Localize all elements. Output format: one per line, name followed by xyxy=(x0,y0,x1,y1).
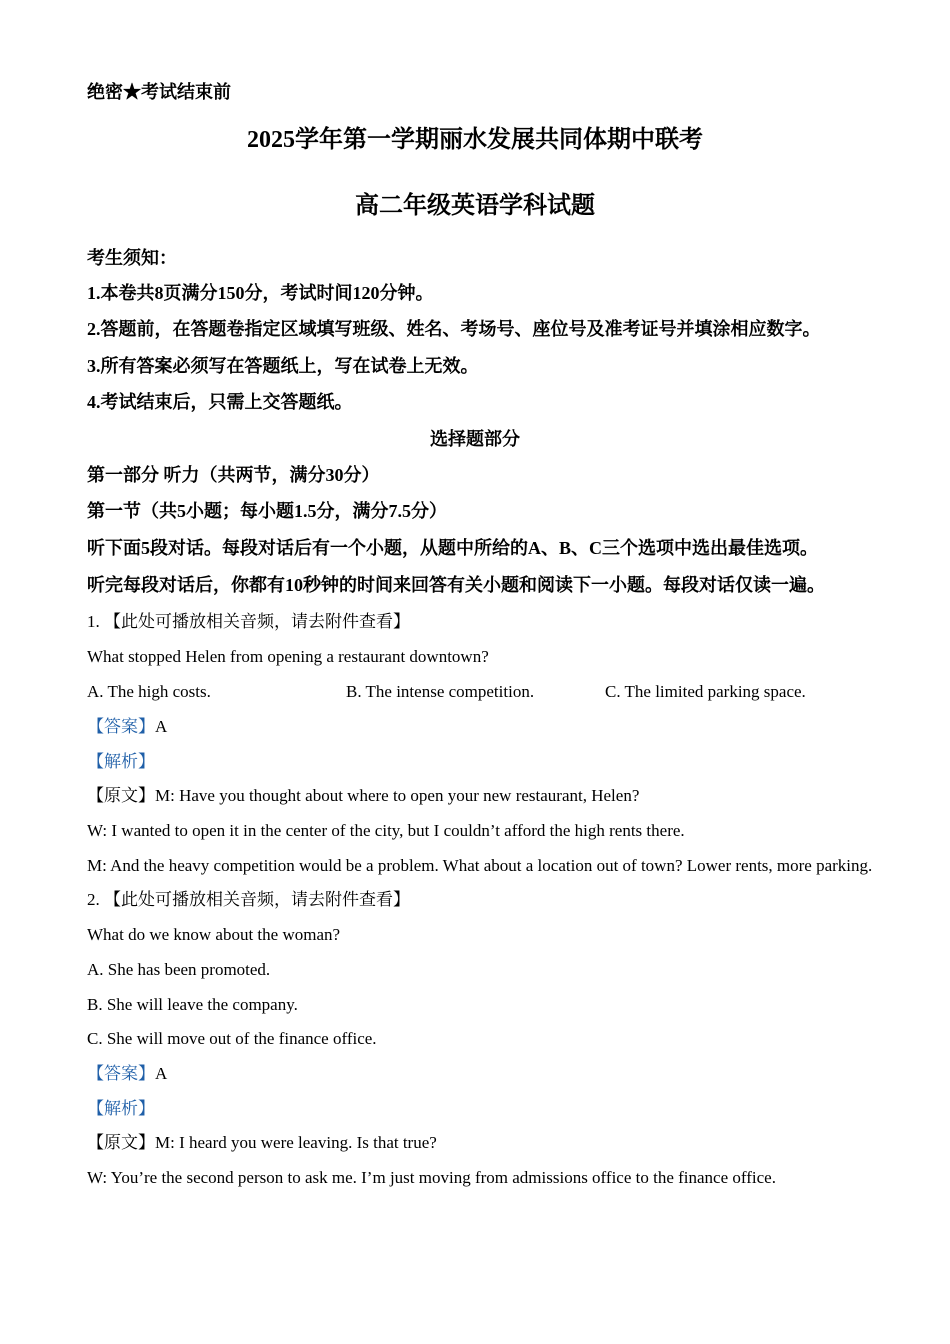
question-2-header xyxy=(87,888,410,912)
notice-item: 4.考试结束后，只需上交答题纸。 xyxy=(87,392,353,412)
instruction-text: 听完每段对话后，你都有10秒钟的时间来回答有关小题和阅读下一小题。每段对话仅读一遍。 xyxy=(87,575,825,595)
transcript-text: M: Have you thought about where to open your new restaurant, Helen? xyxy=(155,786,640,805)
answer-label: 【答案】 xyxy=(87,1064,155,1083)
notice-item: 3.所有答案必须写在答题纸上，写在试卷上无效。 xyxy=(87,356,479,376)
transcript-label: 【原文】 xyxy=(87,1133,155,1152)
analysis-label: 【解析】 xyxy=(87,752,155,771)
option-a: A. She has been promoted. xyxy=(87,960,271,979)
transcript-text: M: I heard you were leaving. Is that true? xyxy=(155,1133,437,1152)
transcript-line xyxy=(87,1131,437,1155)
audio-note: 【此处可播放相关音频，请去附件查看】 xyxy=(104,612,410,631)
option-b: B. The intense competition. xyxy=(346,682,535,701)
question-number: 2. xyxy=(87,890,104,909)
instruction-text: 听下面5段对话。每段对话后有一个小题，从题中所给的A、B、C三个选项中选出最佳选项。 xyxy=(87,538,818,558)
notice-item: 2.答题前，在答题卷指定区域填写班级、姓名、考场号、座位号及准考证号并填涂相应数字。 xyxy=(87,319,821,339)
answer-label: 【答案】 xyxy=(87,717,155,736)
section-heading: 选择题部分 xyxy=(430,429,520,449)
transcript-line: M: And the heavy competition would be a problem. What about a location out of town? Lower rents, more parking. xyxy=(87,856,873,875)
option-b: B. She will leave the company. xyxy=(87,995,298,1014)
part-heading: 第一部分 听力（共两节，满分30分） xyxy=(87,465,380,485)
exam-subtitle: 高二年级英语学科试题 xyxy=(355,193,595,219)
question-1-header xyxy=(87,610,410,634)
transcript-label: 【原文】 xyxy=(87,786,155,805)
notice-item: 1.本卷共8页满分150分，考试时间120分钟。 xyxy=(87,283,434,303)
option-c: C. The limited parking space. xyxy=(605,682,806,701)
answer-value: A xyxy=(155,1064,168,1083)
transcript-line: W: You’re the second person to ask me. I’m just moving from admissions office to the finance office. xyxy=(87,1168,776,1187)
transcript-line: W: I wanted to open it in the center of the city, but I couldn’t afford the high rents there. xyxy=(87,821,685,840)
transcript-line xyxy=(87,784,639,808)
question-2-text: What do we know about the woman? xyxy=(87,925,341,944)
analysis-label: 【解析】 xyxy=(87,1099,155,1118)
option-c: C. She will move out of the finance office. xyxy=(87,1029,377,1048)
notice-heading: 考生须知： xyxy=(87,248,177,268)
subsection-heading: 第一节（共5小题；每小题1.5分，满分7.5分） xyxy=(87,501,447,521)
question-number: 1. xyxy=(87,612,104,631)
audio-note: 【此处可播放相关音频，请去附件查看】 xyxy=(104,890,410,909)
exam-title: 2025学年第一学期丽水发展共同体期中联考 xyxy=(247,127,703,153)
question-1-text: What stopped Helen from opening a restaurant downtown? xyxy=(87,647,489,666)
option-a: A. The high costs. xyxy=(87,682,211,701)
secret-label: 绝密★考试结束前 xyxy=(87,82,231,102)
answer-line xyxy=(87,715,167,739)
answer-value: A xyxy=(155,717,168,736)
answer-line xyxy=(87,1062,167,1086)
